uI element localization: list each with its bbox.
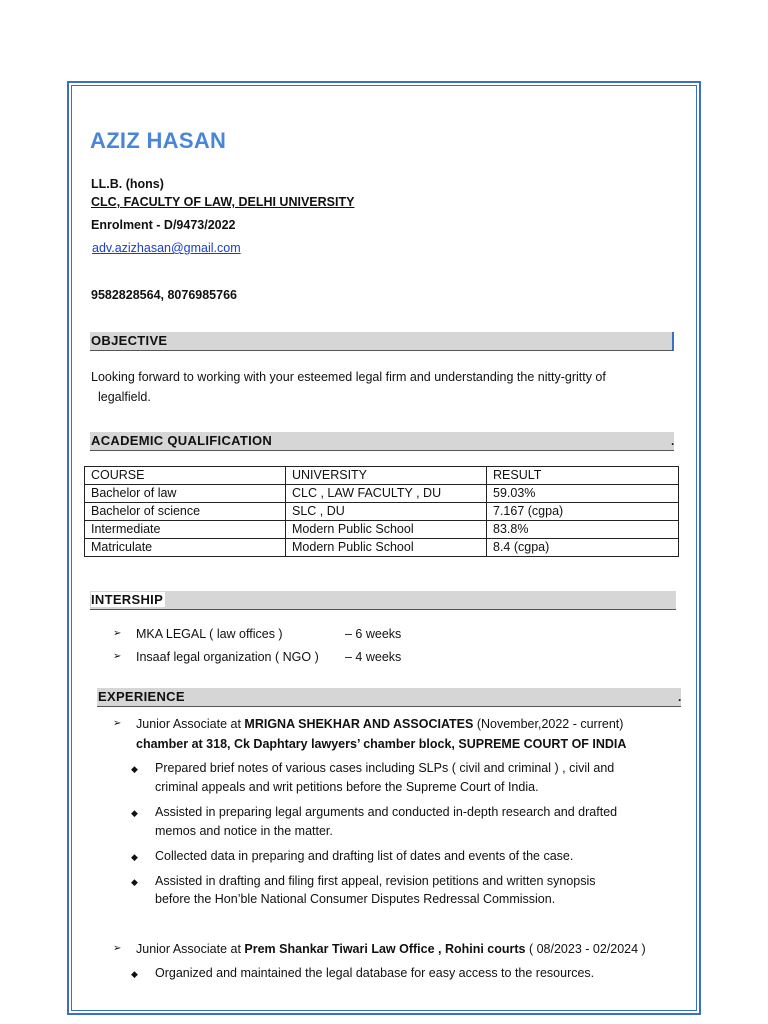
experience-heading-dot: .	[678, 690, 682, 704]
table-header-cell: RESULT	[487, 467, 679, 485]
job-duty-line: Assisted in preparing legal arguments and conducted in-depth research and drafted	[155, 805, 618, 819]
internship-name: MKA LEGAL ( law offices )	[136, 627, 283, 641]
arrow-bullet-icon: ➢	[113, 651, 122, 662]
job-title-line	[136, 714, 623, 734]
arrow-bullet-icon: ➢	[113, 718, 122, 729]
table-cell: 83.8%	[487, 521, 679, 539]
objective-text-line1: Looking forward to working with your esteemed legal firm and understanding the nitty-gritty of	[91, 370, 606, 384]
table-cell: 8.4 (cgpa)	[487, 539, 679, 557]
table-header-row	[85, 467, 679, 485]
job-location: chamber at 318, Ck Daphtary lawyers’ chamber block, SUPREME COURT OF INDIA	[136, 737, 627, 751]
table-cell: 7.167 (cgpa)	[487, 503, 679, 521]
table-row	[85, 539, 679, 557]
table-cell: Matriculate	[85, 539, 286, 557]
enrolment-number: Enrolment - D/9473/2022	[91, 218, 236, 232]
table-header-cell: UNIVERSITY	[286, 467, 487, 485]
job-employer: Prem Shankar Tiwari Law Office , Rohini courts	[244, 942, 526, 956]
academic-heading-dot: .	[671, 434, 675, 448]
phone-numbers: 9582828564, 8076985766	[91, 288, 237, 302]
table-cell: Modern Public School	[286, 521, 487, 539]
table-row	[85, 521, 679, 539]
degree: LL.B. (hons)	[91, 177, 164, 191]
arrow-bullet-icon: ➢	[113, 628, 122, 639]
internship-name: Insaaf legal organization ( NGO )	[136, 650, 319, 664]
academic-table	[84, 466, 679, 557]
table-cell: Modern Public School	[286, 539, 487, 557]
job-period: ( 08/2023 - 02/2024 )	[525, 942, 646, 956]
job-duty-line: Collected data in preparing and drafting list of dates and events of the case.	[155, 849, 574, 863]
experience-heading: EXPERIENCE	[98, 689, 185, 704]
internship-heading: INTERSHIP	[91, 592, 164, 607]
job-duty-line: Assisted in drafting and filing first appeal, revision petitions and written synopsis	[155, 874, 596, 888]
table-cell: Bachelor of science	[85, 503, 286, 521]
job-duty-line: before the Hon’ble National Consumer Disputes Redressal Commission.	[155, 892, 556, 906]
diamond-bullet-icon: ◆	[131, 852, 138, 862]
diamond-bullet-icon: ◆	[131, 764, 138, 774]
table-row	[85, 503, 679, 521]
academic-heading: ACADEMIC QUALIFICATION	[91, 433, 273, 448]
institution: CLC, FACULTY OF LAW, DELHI UNIVERSITY	[91, 195, 355, 209]
diamond-bullet-icon: ◆	[131, 969, 138, 979]
job-title-line	[136, 939, 646, 959]
table-header-cell: COURSE	[85, 467, 286, 485]
objective-text-line2: legalfield.	[98, 390, 151, 404]
objective-heading: OBJECTIVE	[91, 333, 168, 348]
job-employer: MRIGNA SHEKHAR AND ASSOCIATES	[244, 717, 474, 731]
table-cell: SLC , DU	[286, 503, 487, 521]
objective-heading-bar	[90, 332, 674, 351]
table-cell: CLC , LAW FACULTY , DU	[286, 485, 487, 503]
job-duty-line: criminal appeals and writ petitions before the Supreme Court of India.	[155, 780, 539, 794]
candidate-name: AZIZ HASAN	[90, 128, 227, 153]
job-period: (November,2022 - current)	[473, 717, 624, 731]
internship-duration: – 4 weeks	[345, 650, 402, 664]
table-cell: 59.03%	[487, 485, 679, 503]
table-cell: Bachelor of law	[85, 485, 286, 503]
job-prefix: Junior Associate at	[136, 942, 245, 956]
table-cell: Intermediate	[85, 521, 286, 539]
job-duty-line: memos and notice in the matter.	[155, 824, 333, 838]
table-row	[85, 485, 679, 503]
arrow-bullet-icon: ➢	[113, 943, 122, 954]
job-prefix: Junior Associate at	[136, 717, 245, 731]
diamond-bullet-icon: ◆	[131, 808, 138, 818]
job-duty-line: Organized and maintained the legal database for easy access to the resources.	[155, 966, 595, 980]
email-link[interactable]: adv.azizhasan@gmail.com	[92, 241, 241, 255]
internship-heading-bar	[90, 591, 676, 610]
internship-duration: – 6 weeks	[345, 627, 402, 641]
job-duty-line: Prepared brief notes of various cases including SLPs ( civil and criminal ) , civil and	[155, 761, 615, 775]
diamond-bullet-icon: ◆	[131, 877, 138, 887]
